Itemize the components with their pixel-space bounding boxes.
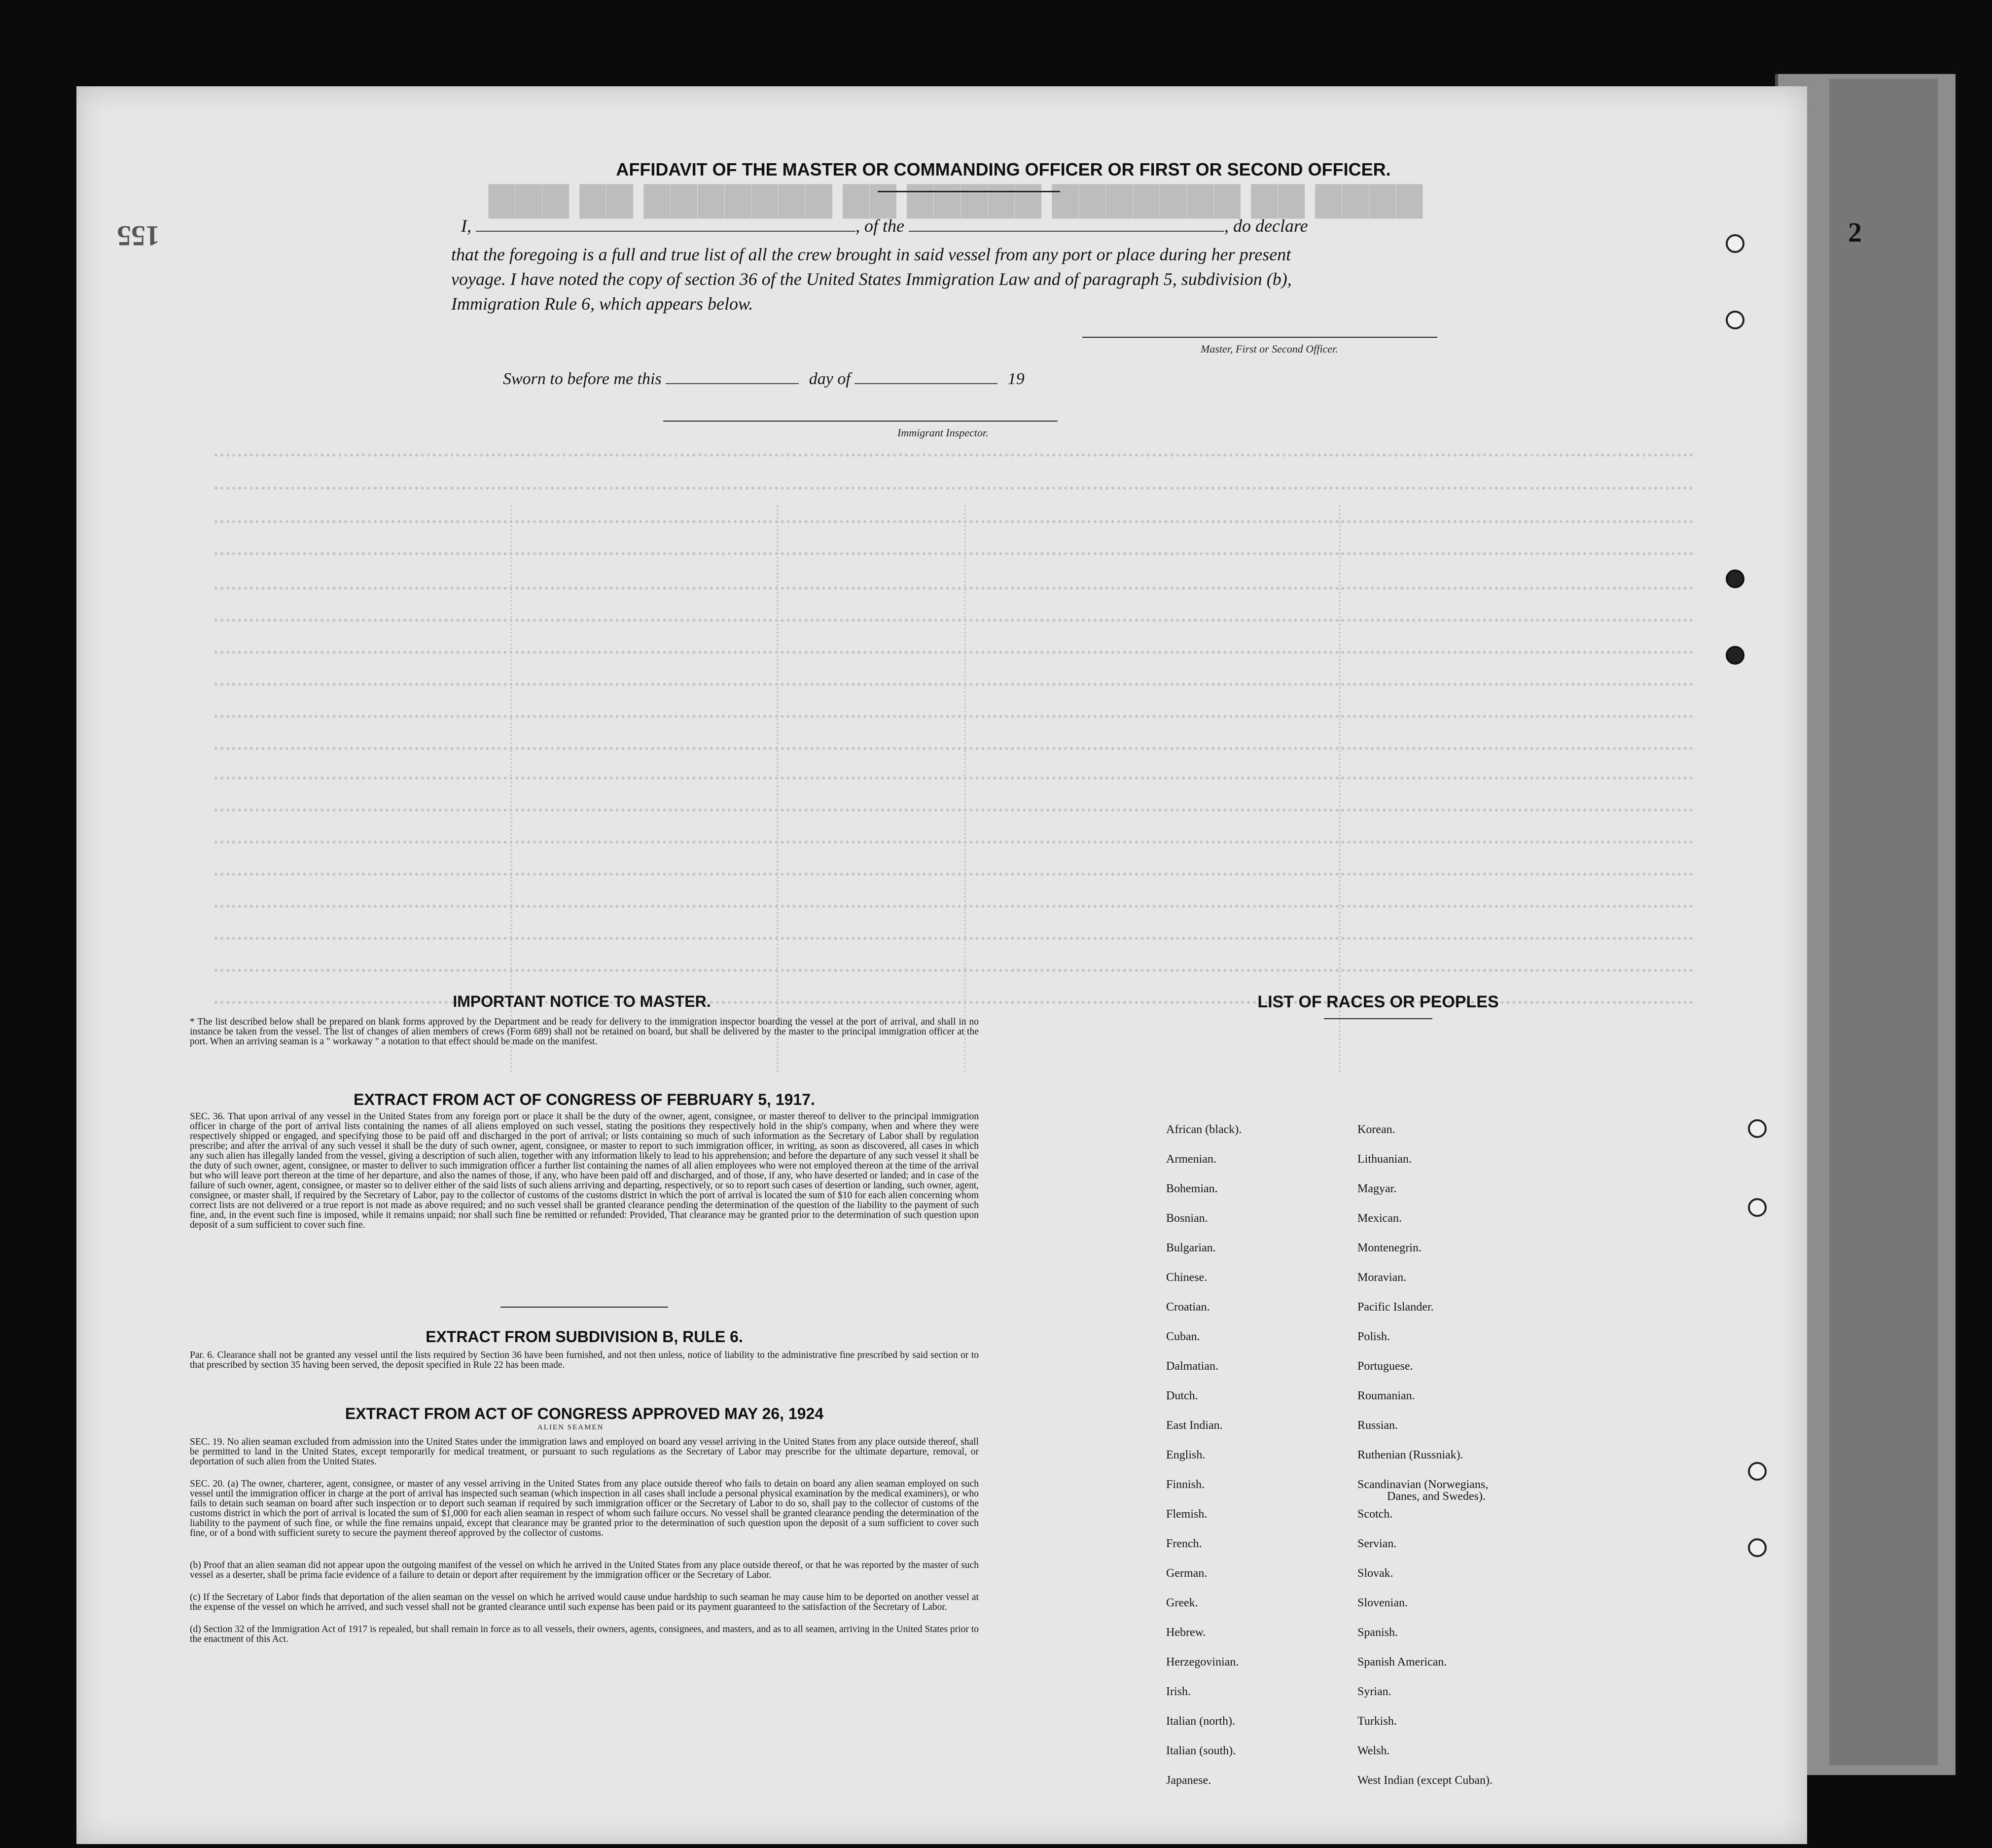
race-item	[1166, 1389, 1383, 1419]
binder-hole	[1748, 1462, 1767, 1481]
race-item	[1357, 1271, 1574, 1300]
race-label: Slovenian.	[1357, 1597, 1408, 1609]
inspector-signature-line[interactable]	[663, 421, 1058, 422]
race-item	[1357, 1211, 1574, 1241]
race-label: Scandinavian (Norwegians,	[1357, 1478, 1489, 1491]
sworn-date-field[interactable]	[666, 368, 799, 384]
extract-rule6-title: EXTRACT FROM SUBDIVISION B, RULE 6.	[426, 1328, 743, 1346]
race-item	[1166, 1714, 1383, 1744]
race-label: Polish.	[1357, 1330, 1390, 1343]
race-item	[1357, 1685, 1574, 1714]
race-item	[1166, 1626, 1383, 1655]
binder-hole	[1726, 569, 1744, 588]
race-label: Japanese.	[1166, 1774, 1211, 1787]
binder-hole	[1748, 1538, 1767, 1557]
race-label: English.	[1166, 1449, 1206, 1461]
race-item	[1357, 1152, 1574, 1182]
race-label: Scotch.	[1357, 1508, 1393, 1521]
race-label: Finnish.	[1166, 1478, 1205, 1491]
race-label: Flemish.	[1166, 1508, 1208, 1521]
race-item	[1166, 1478, 1383, 1507]
races-title: LIST OF RACES OR PEOPLES	[1257, 993, 1499, 1011]
extract-1924-title: EXTRACT FROM ACT OF CONGRESS APPROVED MAY 26, 1924	[345, 1405, 824, 1422]
race-item	[1357, 1537, 1574, 1566]
race-label: East Indian.	[1166, 1419, 1223, 1432]
race-label: Irish.	[1166, 1685, 1191, 1698]
race-item	[1166, 1359, 1383, 1389]
declarant-prefix: I,	[461, 216, 471, 236]
race-item	[1357, 1359, 1574, 1389]
race-label: Pacific Islander.	[1357, 1301, 1434, 1314]
sworn-line	[503, 368, 1025, 389]
race-item	[1166, 1211, 1383, 1241]
race-item	[1357, 1714, 1574, 1744]
race-item	[1357, 1241, 1574, 1271]
vessel-prefix: , of the	[855, 216, 904, 236]
affidavit-title-rule	[878, 191, 1060, 192]
bleed-through-heading: ▇▇▇ ▇▇ ▇▇▇▇▇▇▇ ▇▇ ▇▇▇▇▇ ▇▇▇▇▇▇▇ ▇▇ ▇▇▇▇	[489, 181, 1424, 217]
extract-1924-sec20c: (c) If the Secretary of Labor finds that deportation of the alien seaman on the vessel on which he arrived would cause undue hardship to such seaman he may cause him to be deported on another vessel at the expense of the vessel on which he arrived, and such vessel shall not be granted clearance until such expense has been paid or its payment guaranteed to the satisfaction of the Secretary of Labor.	[190, 1592, 979, 1612]
race-item	[1357, 1596, 1574, 1626]
race-item	[1166, 1685, 1383, 1714]
affidavit-line-3: voyage. I have noted the copy of section 36 of the United States Immigration Law and of paragraph 5, subdivision (b),	[451, 269, 1292, 289]
page-number: 155	[117, 220, 160, 252]
race-label: Syrian.	[1357, 1685, 1391, 1698]
inspector-signature-caption: Immigrant Inspector.	[897, 426, 989, 439]
race-label: Russian.	[1357, 1419, 1398, 1432]
race-label: Chinese.	[1166, 1271, 1208, 1284]
race-item	[1357, 1182, 1574, 1211]
binder-hole	[1726, 311, 1744, 329]
binder-hole	[1748, 1198, 1767, 1217]
race-label: Bulgarian.	[1166, 1242, 1216, 1254]
race-item	[1166, 1507, 1383, 1537]
extract-1917-title: EXTRACT FROM ACT OF CONGRESS OF FEBRUARY 5, 1917.	[354, 1091, 815, 1108]
race-item	[1166, 1774, 1383, 1803]
race-item	[1166, 1655, 1383, 1685]
race-label: Portuguese.	[1357, 1360, 1413, 1373]
race-item	[1357, 1566, 1574, 1596]
binder-hole	[1726, 646, 1744, 665]
races-left-column	[1166, 1123, 1383, 1803]
race-label: Bohemian.	[1166, 1182, 1218, 1195]
affidavit-line-1	[461, 215, 1308, 236]
race-item	[1357, 1478, 1574, 1507]
race-item	[1166, 1330, 1383, 1359]
race-label: Dutch.	[1166, 1389, 1198, 1402]
race-label: Magyar.	[1357, 1182, 1397, 1195]
master-signature-line[interactable]	[1082, 337, 1437, 338]
race-label: Slovak.	[1357, 1567, 1393, 1580]
race-item	[1357, 1626, 1574, 1655]
race-label: Roumanian.	[1357, 1389, 1415, 1402]
race-item	[1166, 1182, 1383, 1211]
race-item	[1166, 1596, 1383, 1626]
race-label: French.	[1166, 1537, 1202, 1550]
affidavit-title: AFFIDAVIT OF THE MASTER OR COMMANDING OFFICER OR FIRST OR SECOND OFFICER.	[616, 159, 1391, 179]
document-sheet	[76, 86, 1807, 1844]
race-label: Hebrew.	[1166, 1626, 1206, 1639]
race-label: African (black).	[1166, 1123, 1242, 1136]
race-label: Servian.	[1357, 1537, 1397, 1550]
race-item	[1166, 1448, 1383, 1478]
race-label-continued: Danes, and Swedes).	[1387, 1490, 1486, 1503]
race-item	[1357, 1655, 1574, 1685]
declarant-name-field[interactable]	[476, 216, 855, 232]
binder-hole	[1748, 1119, 1767, 1138]
race-label: Turkish.	[1357, 1715, 1397, 1728]
race-label: Greek.	[1166, 1597, 1198, 1609]
race-item	[1166, 1300, 1383, 1330]
race-label: Lithuanian.	[1357, 1153, 1412, 1166]
extract-1924-sec20b: (b) Proof that an alien seaman did not appear upon the outgoing manifest of the vessel on which he arrived in the United States from any place outside thereof, or that he was reported by the master of such vessel as a deserter, shall be prima facie evidence of a failure to detain or deport after requirement by the immigration officer or the Secretary of Labor.	[190, 1560, 979, 1580]
race-item	[1166, 1419, 1383, 1448]
binder-hole	[1726, 234, 1744, 253]
underlying-page-edge	[1829, 79, 1938, 1765]
race-label: Dalmatian.	[1166, 1360, 1218, 1373]
races-title-rule	[1324, 1018, 1432, 1019]
extract-1924-sec19: SEC. 19. No alien seaman excluded from admission into the United States under the immigration laws and employed on board any vessel arriving in the United States from any place outside thereof, shall be permitted to land in the United States, except temporarily for medical treatment, or pursuant to such regulations as the Secretary of Labor may prescribe for the ultimate departure, removal, or deportation of such alien from the United States.	[190, 1437, 979, 1467]
sworn-day-label: day of	[809, 370, 851, 388]
race-item	[1357, 1300, 1574, 1330]
extract-1924-sec20a: SEC. 20. (a) The owner, charterer, agent, consignee, or master of any vessel arriving in the United States from any place outside thereof who fails to detain on board any alien seaman employed on such vessel until the immigration officer in charge at the port of arrival has inspected such seaman (which inspection in all cases shall include a personal physical examination by the medical examiners), or who fails to detain such seaman on board after such inspection or to deport such seaman if required by such immigration officer or the Secretary of Labor to do so, shall pay to the collector of customs of the customs district in which the port of arrival is located the sum of $1,000 for each alien seaman in respect of whom such failure occurs. No vessel shall be granted clearance pending the determination of the liability to the payment of such fine, or while the fine remains unpaid, except that clearance may be granted prior to the determination of such question upon the deposit of a sum sufficient to cover such fine, or of a bond with sufficient surety to secure the payment thereof approved by the collector of customs.	[190, 1479, 979, 1538]
extract-1917-body: SEC. 36. That upon arrival of any vessel in the United States from any foreign port or place it shall be the duty of the owner, agent, consignee, or master thereof to deliver to the principal immigration officer in charge of the port of arrival lists containing the names of all aliens employed on such vessel, stating the positions they respectively hold in the ship's company, when and where they were respectively shipped or engaged, and specifying those to be paid off and discharged in the port of arrival; or lists containing so much of such information as the Secretary of Labor shall by regulation prescribe; and after the arrival of any such vessel it shall be the duty of such owner, agent, consignee, or master to report to such immigration officer, in writing, as soon as discovered, all cases in which any such alien has illegally landed from the vessel, giving a description of such alien, together with any information likely to lead to his apprehension; and before the departure of any such vessel it shall be the duty of such owner, agent, consignee, or master to deliver to such immigration officer a further list containing the names of all alien employees who were not employed thereon at the time of the arrival but who will leave port thereon at the time of her departure, and also the names of those, if any, who have been paid off and discharged, and of those, if any, who have deserted or landed; and in case of the failure of such owner, agent, consignee, or master so to deliver either of the said lists of such aliens arriving and departing, respectively, or so to report such cases of desertion or landing, such owner, agent, consignee, or master shall, if required by the Secretary of Labor, pay to the collector of customs of the customs district in which the port of arrival is located the sum of $10 for each alien concerning whom correct lists are not delivered or a true report is not made as above required; and no such vessel shall be granted clearance pending the determination of the question of the liability to the payment of such fine, and, in the event such fine is imposed, while it remains unpaid; nor shall such fine be remitted or refunded: Provided, That clearance may be granted prior to the determination of such question upon deposit of a sum sufficient to cover such fine.	[190, 1111, 979, 1230]
races-right-column	[1357, 1123, 1574, 1803]
race-label: Italian (north).	[1166, 1715, 1235, 1728]
race-label: Welsh.	[1357, 1744, 1390, 1757]
sworn-prefix: Sworn to before me this	[503, 370, 662, 388]
extract-rule6-body: Par. 6. Clearance shall not be granted any vessel until the lists required by Section 36 have been furnished, and not then unless, notice of liability to the administrative fine prescribed by said section or to that prescribed by section 35 having been served, the deposit specified in Rule 22 has been made.	[190, 1350, 979, 1370]
race-label: Bosnian.	[1166, 1212, 1208, 1225]
sworn-month-field[interactable]	[854, 368, 997, 384]
edge-page-number: 2	[1848, 217, 1862, 248]
race-label: Mexican.	[1357, 1212, 1402, 1225]
race-item	[1166, 1123, 1383, 1152]
race-label: Cuban.	[1166, 1330, 1200, 1343]
affidavit-line-4: Immigration Rule 6, which appears below.	[451, 294, 753, 314]
race-label: Croatian.	[1166, 1301, 1210, 1314]
extract-1924-subtitle: ALIEN SEAMEN	[537, 1423, 604, 1431]
race-item	[1166, 1744, 1383, 1774]
notice-title: IMPORTANT NOTICE TO MASTER.	[453, 993, 711, 1010]
declare-suffix: , do declare	[1224, 216, 1308, 236]
race-label: German.	[1166, 1567, 1208, 1580]
race-label: Montenegrin.	[1357, 1242, 1422, 1254]
master-signature-caption: Master, First or Second Officer.	[1201, 343, 1338, 355]
race-item	[1166, 1566, 1383, 1596]
race-item	[1357, 1507, 1574, 1537]
race-item	[1357, 1389, 1574, 1419]
race-label: West Indian (except Cuban).	[1357, 1774, 1493, 1787]
race-label: Moravian.	[1357, 1271, 1407, 1284]
race-label: Korean.	[1357, 1123, 1395, 1136]
extract-1924-sec20d: (d) Section 32 of the Immigration Act of 1917 is repealed, but shall remain in force as to all vessels, their owners, agents, consignees, and masters, and as to all seamen, arriving in the United States prior to the enactment of this Act.	[190, 1624, 979, 1644]
race-item	[1166, 1152, 1383, 1182]
race-label: Italian (south).	[1166, 1744, 1236, 1757]
race-label: Spanish American.	[1357, 1656, 1447, 1669]
race-label: Herzegovinian.	[1166, 1656, 1239, 1669]
race-item	[1166, 1241, 1383, 1271]
notice-body: * The list described below shall be prepared on blank forms approved by the Department and be ready for delivery to the immigration inspector boarding the vessel at the port of arrival, and shall in no instance be taken from the vessel. The list of changes of alien members of crews (Form 689) shall not be retained on board, but shall be delivered by the master to the principal immigration officer at the port. When an arriving seaman is a " workaway " a notation to that effect should be made on the manifest.	[190, 1017, 979, 1047]
race-item	[1357, 1123, 1574, 1152]
section-divider	[500, 1307, 668, 1308]
race-item	[1166, 1537, 1383, 1566]
affidavit-line-2: that the foregoing is a full and true list of all the crew brought in said vessel from any port or place during her present	[451, 245, 1291, 264]
race-label: Armenian.	[1166, 1153, 1216, 1166]
vessel-name-field[interactable]	[909, 216, 1224, 232]
race-item	[1166, 1271, 1383, 1300]
race-item	[1357, 1448, 1574, 1478]
race-item	[1357, 1744, 1574, 1774]
sworn-year-label: 19	[1007, 370, 1025, 388]
race-item	[1357, 1774, 1574, 1803]
race-label: Ruthenian (Russniak).	[1357, 1449, 1463, 1461]
race-item	[1357, 1330, 1574, 1359]
race-label: Spanish.	[1357, 1626, 1398, 1639]
race-item	[1357, 1419, 1574, 1448]
